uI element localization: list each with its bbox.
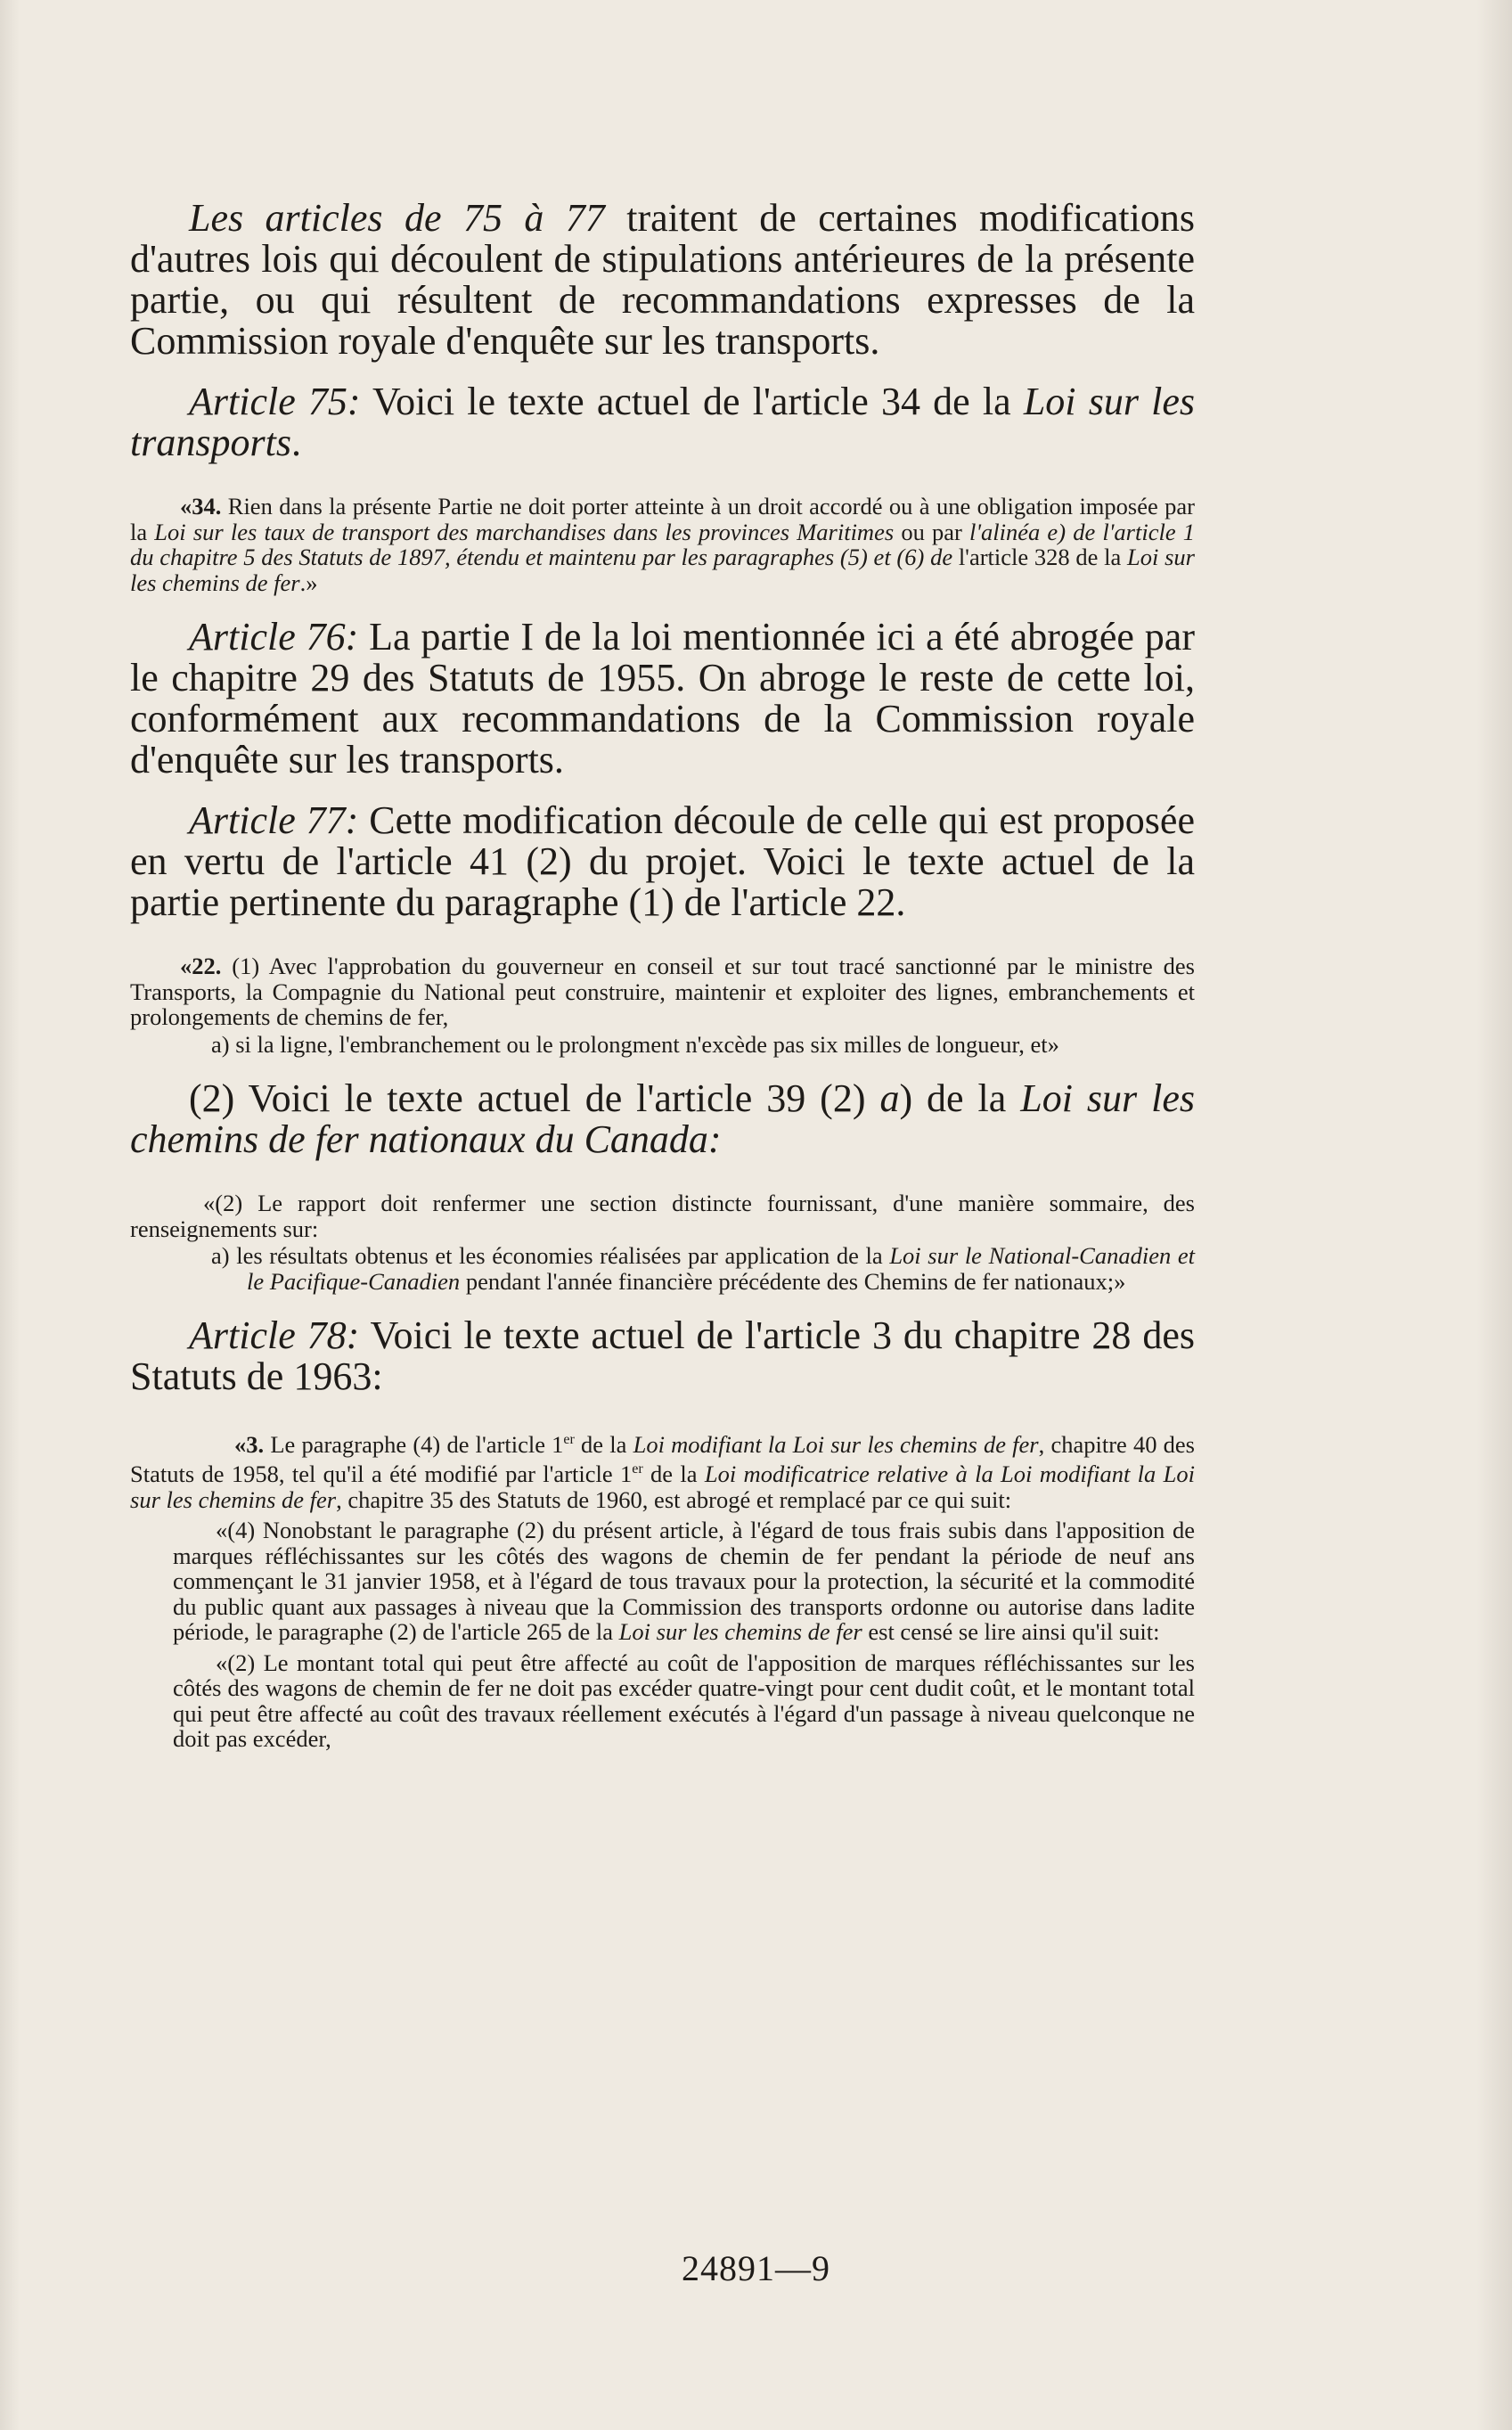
quote-39-item-a bbox=[130, 1243, 1195, 1294]
article-78-text: Voici le texte actuel de l'article 3 du chapitre 28 des Statuts de 1963: bbox=[130, 1313, 1195, 1398]
page-text bbox=[130, 198, 1195, 1773]
article-78-paragraph bbox=[130, 1315, 1195, 1397]
quote-3-part-a: Le paragraphe (4) de l'article 1 bbox=[264, 1430, 564, 1458]
article-77-text: Cette modification découle de celle qui est proposée en vertu de l'article 41 (2) du projet. Voici le texte actuel de la partie pertinente du paragraphe (1) de l'article 22. bbox=[130, 798, 1195, 924]
quote-3-p4-law: Loi sur les chemins de fer bbox=[618, 1618, 862, 1646]
quote-22-text: (1) Avec l'approbation du gouverneur en conseil et sur tout tracé sanctionné par le ministre des Transports, la Compagnie du National peut construire, maintenir et exploiter des lignes, embranchements et prolongements de chemins de fer, bbox=[130, 953, 1195, 1030]
quote-34-part-c: l'article 328 de la bbox=[952, 544, 1128, 570]
page-folio: 24891—9 bbox=[682, 2248, 830, 2288]
article-78-label: Article 78: bbox=[189, 1313, 360, 1357]
quote-34-number: «34. bbox=[180, 493, 222, 520]
quote-3-subparagraph-2: «(2) Le montant total qui peut être affecté au coût de l'apposition de marques réfléchissantes sur les côtés des wagons de chemin de fer ne doit pas excéder quatre-vingt pour cent dudit coût, et le montant total qui peut être affecté au coût des travaux réellement exécutés à l'égard d'un passage à niveau quelconque ne doit pas excéder, bbox=[173, 1649, 1195, 1753]
article-39-law: Loi sur les chemins de fer nationaux du Canada: bbox=[130, 1076, 1196, 1161]
quote-3-part-c: , chapitre 40 des Statuts de 1958, tel qu'il a été modifié par l'article 1 bbox=[130, 1430, 1195, 1488]
article-75-text: Voici le texte actuel de l'article 34 de la bbox=[360, 380, 1024, 423]
quote-34-part-a: Rien dans la présente Partie ne doit porter atteinte à un droit accordé ou à une obligation imposée par la bbox=[130, 493, 1195, 545]
article-75-end: . bbox=[290, 421, 301, 464]
intro-body: traitent de certaines modifications d'autres lois qui découlent de stipulations antérieures de la présente partie, ou qui résultent de recommandations expresses de la Commission royale d'enquête sur les transports. bbox=[130, 196, 1195, 363]
quote-3-p4-text: «(4) Nonobstant le paragraphe (2) du présent article, à l'égard de tous frais subis dans l'apposition de marques réfléchissantes sur les côtés des wagons de chemin de fer pendant la période de neuf ans commençant le 31 janvier 1958, et à l'égard de tous travaux pour la protection, la sécurité et la commodité du public quant aux passages à niveau que la Commission des transports ordonne ou autorise dans ladite période, le paragraphe (2) de l'article 265 de la bbox=[173, 1517, 1195, 1646]
quote-22-number: «22. bbox=[180, 953, 222, 979]
article-75-paragraph bbox=[130, 381, 1195, 463]
quote-3-subparagraph-4 bbox=[130, 1518, 1195, 1645]
article-76-label: Article 76: bbox=[189, 615, 359, 659]
quote-34-part-d: .» bbox=[299, 569, 318, 596]
page-gutter-shadow bbox=[0, 0, 20, 2430]
article-39-text: (2) Voici le texte actuel de l'article 39 (2) bbox=[189, 1076, 880, 1120]
quote-39-item-a-law: Loi sur le National-Canadien et le Pacifique-Canadien bbox=[247, 1242, 1195, 1295]
quote-3-sup1: er bbox=[563, 1432, 575, 1447]
article-34-quote bbox=[130, 494, 1195, 595]
quote-3-part-d: de la bbox=[642, 1460, 705, 1488]
article-39-quote bbox=[130, 1190, 1195, 1294]
intro-article-range: Les articles de 75 à 77 bbox=[189, 196, 605, 240]
article-75-law: Loi sur les transports bbox=[130, 380, 1196, 464]
quote-3-number: «3. bbox=[234, 1430, 265, 1458]
quote-34-law1: Loi sur les taux de transport des marchandises dans les provinces Maritimes bbox=[154, 518, 895, 545]
quote-39-item-a-end: pendant l'année financière précédente des Chemins de fer nationaux;» bbox=[460, 1267, 1126, 1295]
quote-39-item-a-start: a) les résultats obtenus et les économies réalisées par application de la bbox=[211, 1242, 890, 1269]
article-3-quote bbox=[130, 1428, 1195, 1752]
quote-34-reference: l'alinéa e) de l'article 1 du chapitre 5 des Statuts de 1897, étendu et maintenu par les paragraphes (5) et (6) de bbox=[130, 518, 1195, 570]
quote-39-paragraph: «(2) Le rapport doit renfermer une section distincte fournissant, d'une manière sommaire, des renseignements sur: bbox=[130, 1190, 1195, 1242]
quote-34-part-b: ou par bbox=[894, 518, 969, 545]
article-77-paragraph bbox=[130, 800, 1195, 923]
article-22-quote bbox=[130, 953, 1195, 1057]
article-39-letter: a bbox=[879, 1076, 900, 1120]
quote-3-part-e: , chapitre 35 des Statuts de 1960, est abrogé et remplacé par ce qui suit: bbox=[336, 1485, 1012, 1513]
quote-34-law2: Loi sur les chemins de fer bbox=[130, 544, 1195, 596]
quote-3-law1: Loi modifiant la Loi sur les chemins de fer bbox=[633, 1430, 1039, 1458]
article-75-label: Article 75: bbox=[189, 380, 361, 423]
article-76-text: La partie I de la loi mentionnée ici a été abrogée par le chapitre 29 des Statuts de 1955. On abroge le reste de cette loi, conformément aux recommandations de la Commission royale d'enquête sur les transports. bbox=[130, 615, 1195, 781]
quote-3-law2: Loi modificatrice relative à la Loi modifiant la Loi sur les chemins de fer bbox=[130, 1460, 1195, 1513]
article-77-label: Article 77: bbox=[189, 798, 359, 842]
page-edge-shadow bbox=[1476, 0, 1512, 2430]
quote-3-sup2: er bbox=[632, 1461, 643, 1477]
article-39-paragraph bbox=[130, 1078, 1195, 1160]
article-39-mid: ) de la bbox=[899, 1076, 1021, 1120]
quote-22-item-a: a) si la ligne, l'embranchement ou le prolongment n'excède pas six milles de longueur, et» bbox=[211, 1030, 1059, 1058]
quote-3-p4-end: est censé se lire ainsi qu'il suit: bbox=[862, 1618, 1160, 1646]
quote-3-part-b: de la bbox=[574, 1430, 633, 1458]
quote-22-paragraph bbox=[130, 953, 1195, 1030]
article-76-paragraph bbox=[130, 617, 1195, 781]
intro-paragraph bbox=[130, 198, 1195, 362]
quote-3-paragraph bbox=[130, 1428, 1195, 1512]
